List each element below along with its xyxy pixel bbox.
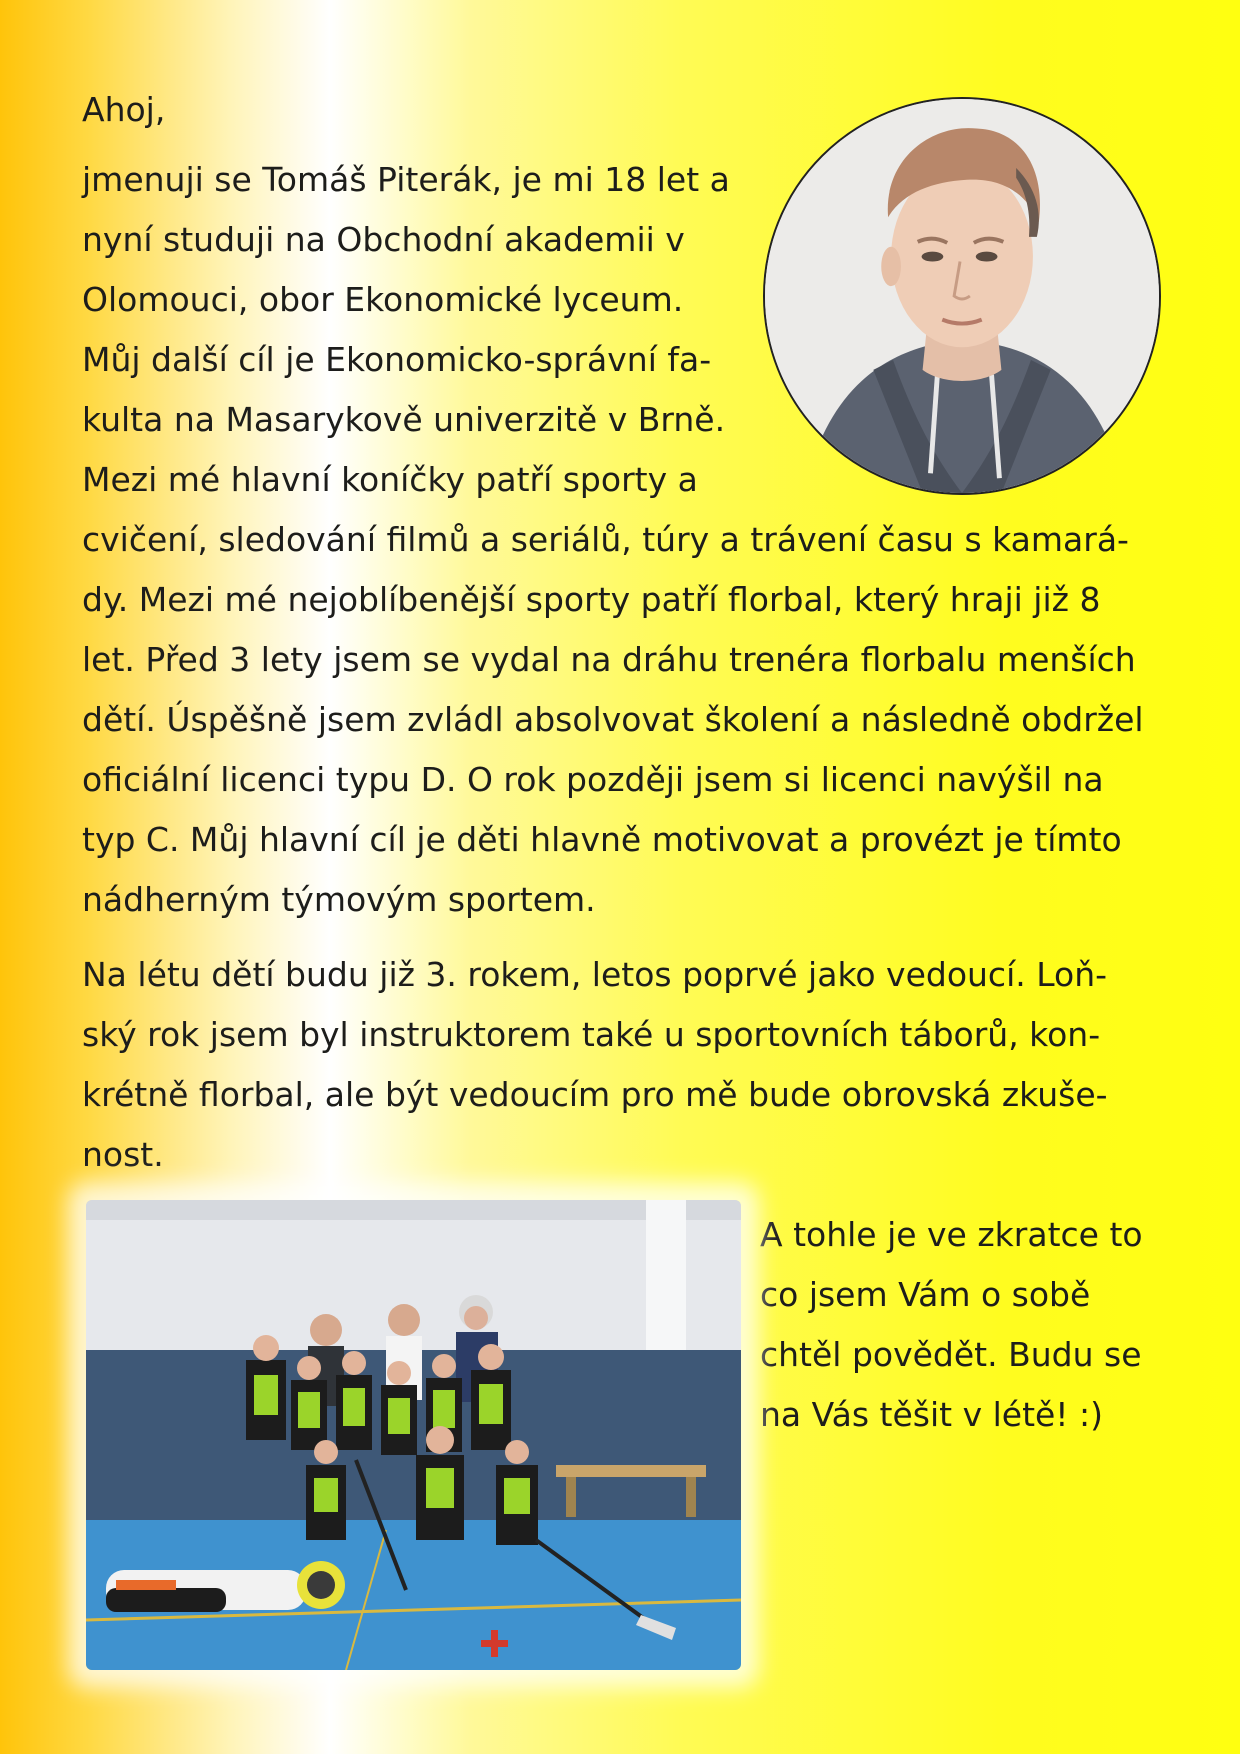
intro-line: typ C. Můj hlavní cíl je děti hlavně motivovat a provézt je tímto bbox=[82, 820, 1122, 859]
closing-paragraph bbox=[760, 1205, 1180, 1445]
camp-line: krétně florbal, ale být vedoucím pro mě bude obrovská zkuše- bbox=[82, 1075, 1108, 1114]
team-photo-illustration bbox=[86, 1200, 741, 1670]
intro-line: nádherným týmovým sportem. bbox=[82, 880, 596, 919]
intro-line: let. Před 3 lety jsem se vydal na dráhu trenéra florbalu menších bbox=[82, 640, 1136, 679]
closing-line: na Vás těšit v létě! :) bbox=[760, 1395, 1104, 1434]
camp-line: Na létu dětí budu již 3. rokem, letos poprvé jako vedoucí. Loň- bbox=[82, 955, 1108, 994]
intro-line: jmenuji se Tomáš Piterák, je mi 18 let a bbox=[82, 160, 730, 199]
portrait-photo bbox=[763, 97, 1161, 495]
intro-line: Olomouci, obor Ekonomické lyceum. bbox=[82, 280, 684, 319]
intro-line: Můj další cíl je Ekonomicko-správní fa- bbox=[82, 340, 712, 379]
intro-line: kulta na Masarykově univerzitě v Brně. bbox=[82, 400, 726, 439]
intro-line: dy. Mezi mé nejoblíbenější sporty patří florbal, který hraji již 8 bbox=[82, 580, 1101, 619]
closing-line: chtěl povědět. Budu se bbox=[760, 1335, 1142, 1374]
closing-line: co jsem Vám o sobě bbox=[760, 1275, 1091, 1314]
greeting: Ahoj, bbox=[82, 90, 166, 129]
camp-line: ský rok jsem byl instruktorem také u sportovních táborů, kon- bbox=[82, 1015, 1101, 1054]
team-photo bbox=[86, 1200, 741, 1670]
intro-line: cvičení, sledování filmů a seriálů, túry a trávení času s kamará- bbox=[82, 520, 1129, 559]
intro-line: nyní studuji na Obchodní akademii v bbox=[82, 220, 685, 259]
intro-line: Mezi mé hlavní koníčky patří sporty a bbox=[82, 460, 698, 499]
camp-line: nost. bbox=[82, 1135, 164, 1174]
camp-paragraph bbox=[82, 945, 1162, 1185]
portrait-illustration bbox=[765, 99, 1159, 493]
intro-line: dětí. Úspěšně jsem zvládl absolvovat školení a následně obdržel bbox=[82, 700, 1144, 739]
closing-line: A tohle je ve zkratce to bbox=[760, 1215, 1143, 1254]
intro-line: oficiální licenci typu D. O rok později jsem si licenci navýšil na bbox=[82, 760, 1104, 799]
